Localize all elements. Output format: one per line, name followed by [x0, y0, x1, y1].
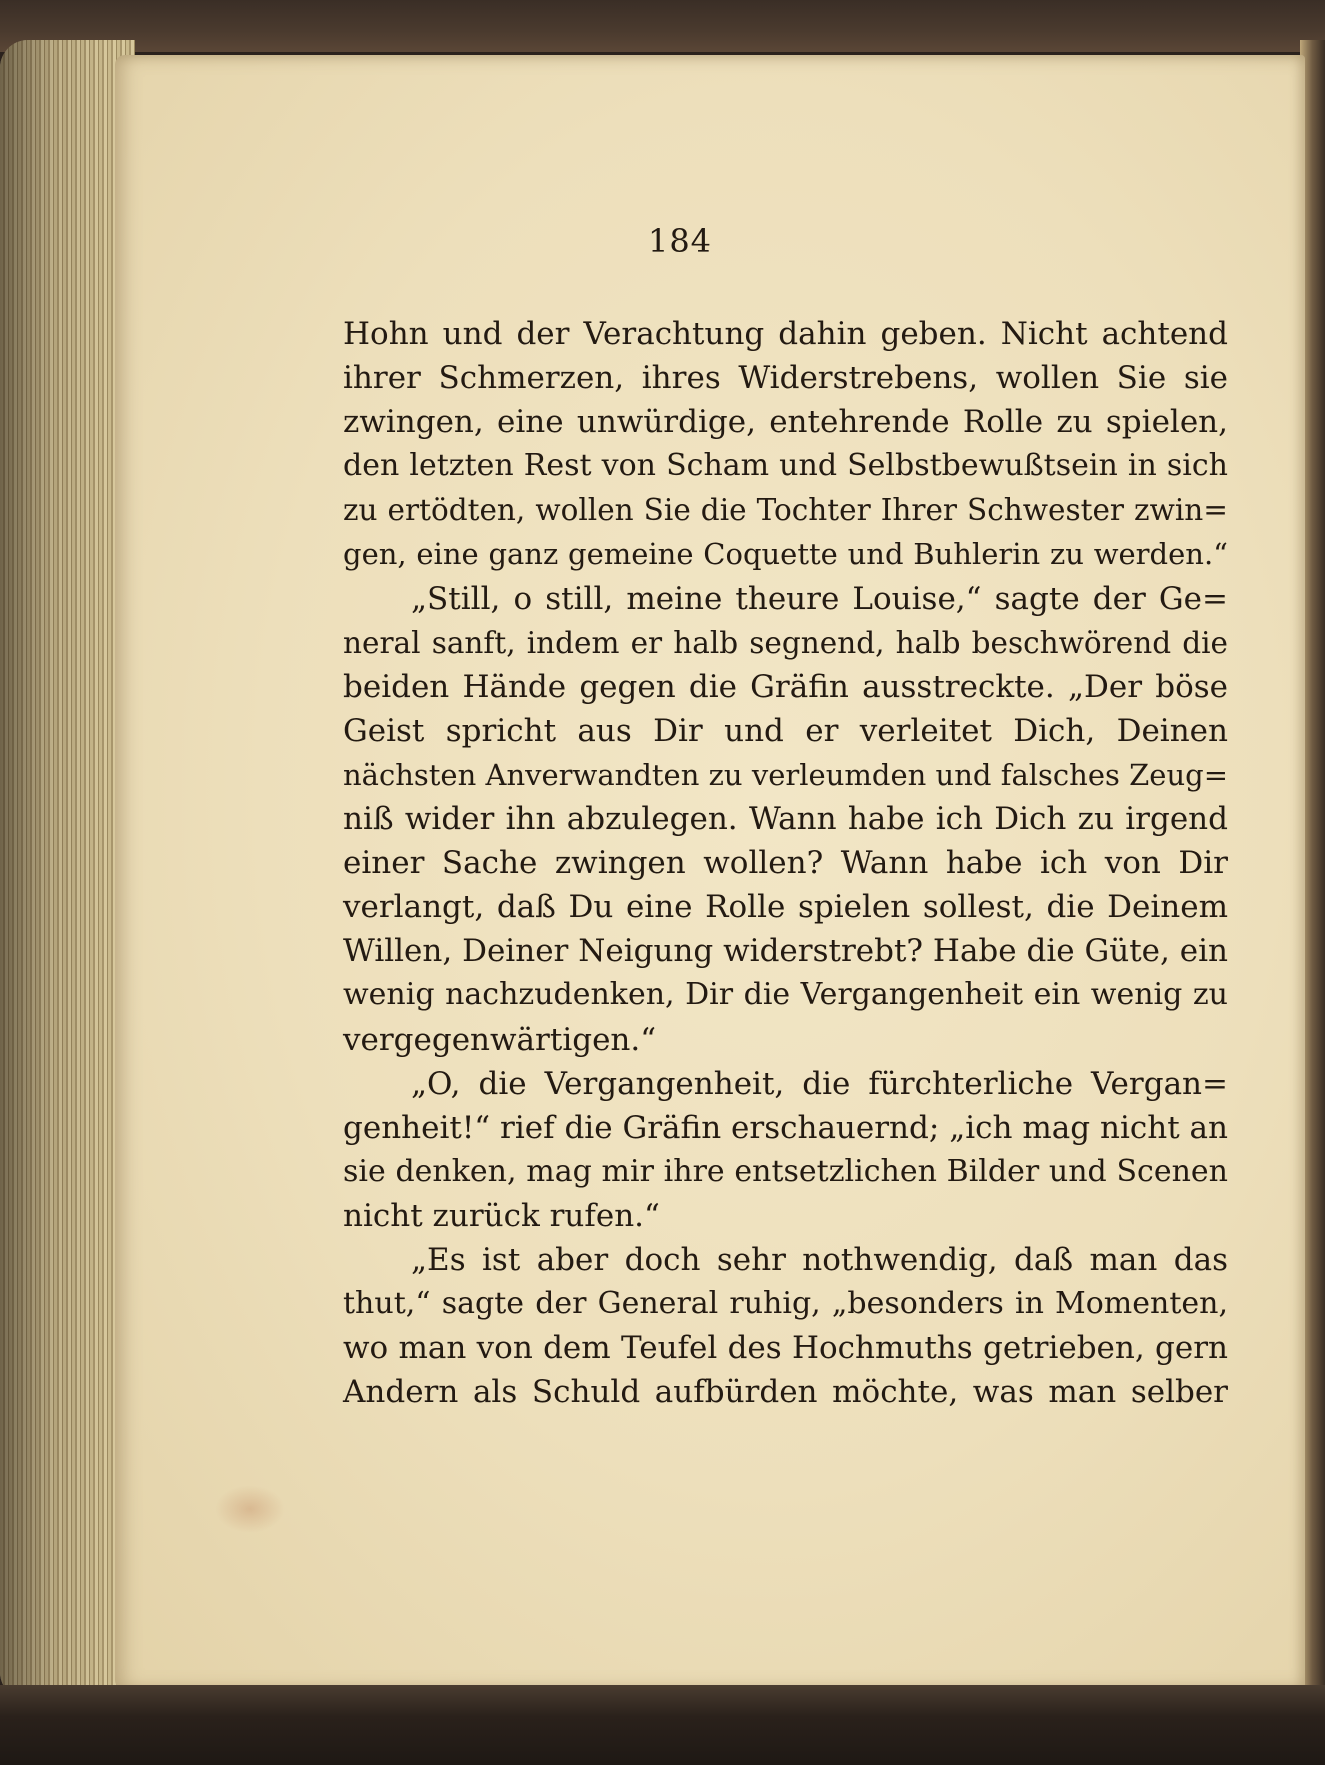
page-number: 184	[647, 222, 713, 260]
text-line: zu ertödten, wollen Sie die Tochter Ihrer Schwester zwin=	[343, 493, 1228, 528]
text-line: nicht zurück rufen.“	[343, 1197, 660, 1234]
text-line: „O, die Vergangenheit, die fürchterliche Vergan=	[411, 1065, 1228, 1102]
text-line: sie denken, mag mir ihre entsetzlichen Bilder und Scenen	[343, 1153, 1228, 1189]
text-line: thut,“ sagte der General ruhig, „besonders in Momenten,	[343, 1286, 1228, 1322]
text-line: nächsten Anverwandten zu verleumden und falsches Zeug=	[343, 757, 1228, 792]
text-line: wenig nachzudenken, Dir die Vergangenheit ein wenig zu	[343, 977, 1228, 1013]
text-line: den letzten Rest von Scham und Selbstbewußtsein in sich	[343, 448, 1228, 484]
paper-stain	[215, 1485, 285, 1533]
text-line: wo man von dem Teufel des Hochmuths getrieben, gern	[343, 1330, 1228, 1367]
text-line: verlangt, daß Du eine Rolle spielen sollest, die Deinem	[343, 889, 1228, 926]
text-line: genheit!“ rief die Gräfin erschauernd; „ich mag nicht an	[343, 1109, 1228, 1146]
text-line: Andern als Schuld aufbürden möchte, was man selber	[343, 1374, 1228, 1411]
text-line: Geist spricht aus Dir und er verleitet Dich, Deinen	[343, 712, 1228, 749]
text-line: einer Sache zwingen wollen? Wann habe ich von Dir	[343, 845, 1228, 882]
text-line: vergegenwärtigen.“	[343, 1021, 657, 1058]
text-line: neral sanft, indem er halb segnend, halb beschwörend die	[343, 625, 1228, 660]
text-line: ihrer Schmerzen, ihres Widerstrebens, wollen Sie sie	[343, 360, 1228, 397]
text-line: zwingen, eine unwürdige, entehrende Rolle zu spielen,	[343, 404, 1228, 441]
text-line: gen, eine ganz gemeine Coquette und Buhlerin zu werden.“	[343, 537, 1228, 572]
text-line: „Es ist aber doch sehr nothwendig, daß man das	[411, 1241, 1228, 1278]
book-cover-top-edge	[0, 0, 1325, 52]
text-line: beiden Hände gegen die Gräfin ausstreckte. „Der böse	[343, 668, 1228, 705]
book-cover-bottom-edge	[0, 1685, 1325, 1765]
text-line: „Still, o still, meine theure Louise,“ sagte der Ge=	[411, 580, 1228, 617]
body-text	[343, 312, 1228, 1414]
text-line: niß wider ihn abzulegen. Wann habe ich Dich zu irgend	[343, 801, 1228, 838]
text-line: Hohn und der Verachtung dahin geben. Nicht achtend	[343, 316, 1228, 352]
text-line: Willen, Deiner Neigung widerstrebt? Habe die Güte, ein	[343, 933, 1228, 970]
